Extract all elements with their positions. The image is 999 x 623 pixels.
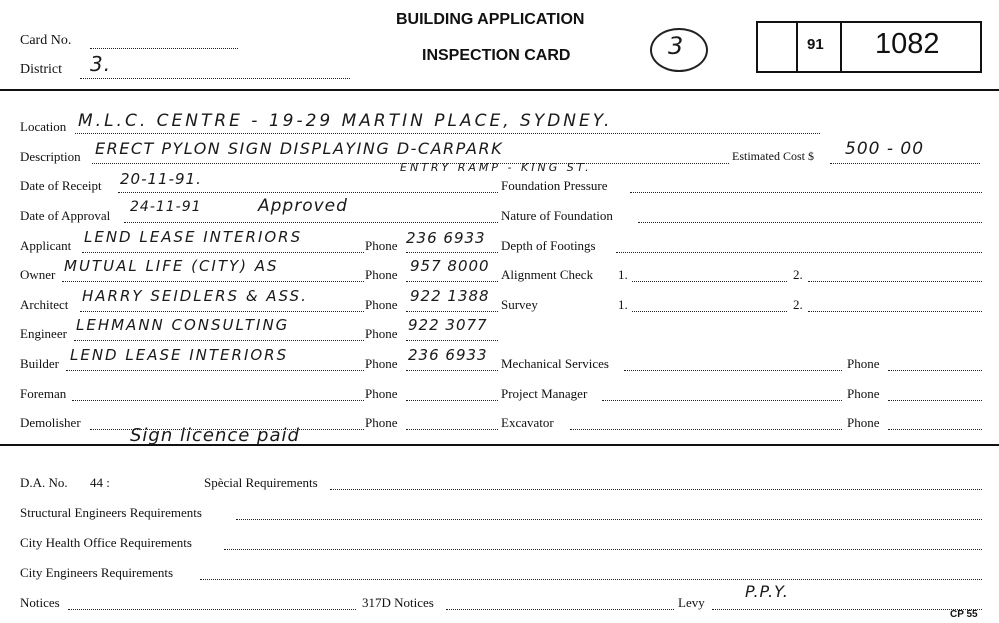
depth-footings-label: Depth of Footings [501, 238, 596, 253]
form-title-line2: INSPECTION CARD [422, 47, 571, 64]
location-value: M.L.C. CENTRE - 19-29 MARTIN PLACE, SYDNEY. [78, 111, 613, 131]
number-box [756, 21, 982, 73]
survey-1: 1. [618, 297, 628, 312]
owner-phone-label: Phone [365, 267, 398, 282]
special-requirements-label: Spècial Requirements [204, 475, 318, 490]
da-no-label: D.A. No. [20, 475, 68, 490]
card-no-label: Card No. [20, 33, 72, 48]
form-code: CP 55 [950, 609, 978, 620]
estimated-cost-label: Estimated Cost $ [732, 149, 814, 163]
architect-phone-label: Phone [365, 297, 398, 312]
foreman-phone-label: Phone [365, 386, 398, 401]
applicant-phone-label: Phone [365, 238, 398, 253]
applicant-label: Applicant [20, 238, 72, 253]
project-manager-phone-label: Phone [847, 386, 880, 401]
notices-label: Notices [20, 595, 60, 610]
owner-label: Owner [20, 267, 56, 282]
applicant-phone-value: 236 6933 [406, 229, 486, 247]
date-approval-value: 24-11-91 [130, 199, 202, 215]
date-receipt-label: Date of Receipt [20, 178, 102, 193]
owner-phone-value: 957 8000 [410, 257, 490, 275]
builder-phone-value: 236 6933 [408, 346, 488, 364]
engineer-value: LEHMANN CONSULTING [76, 316, 290, 334]
foundation-pressure-label: Foundation Pressure [501, 178, 608, 193]
city-engineers-requirements-label: City Engineers Requirements [20, 565, 174, 580]
date-approval-label: Date of Approval [20, 208, 111, 223]
architect-phone-value: 922 1388 [410, 287, 490, 305]
mechanical-phone-label: Phone [847, 356, 880, 371]
district-label: District [20, 62, 62, 77]
form-title-line1: BUILDING APPLICATION [396, 11, 585, 28]
card-prefix: 91 [807, 36, 824, 53]
levy-value: P.P.Y. [745, 582, 789, 601]
owner-value: MUTUAL LIFE (CITY) AS [64, 257, 279, 275]
description-value-line2: ENTRY RAMP - KING ST. [400, 161, 592, 174]
structural-requirements-label: Structural Engineers Requirements [20, 505, 202, 520]
card-number: 1082 [875, 28, 940, 60]
foreman-label: Foreman [20, 386, 67, 401]
district-value: 3. [90, 52, 112, 76]
builder-phone-label: Phone [365, 356, 398, 371]
project-manager-label: Project Manager [501, 386, 588, 401]
notices-317d-label: 317D Notices [362, 595, 434, 610]
demolisher-phone-label: Phone [365, 415, 398, 430]
alignment-check-1: 1. [618, 267, 628, 282]
engineer-phone-label: Phone [365, 326, 398, 341]
builder-value: LEND LEASE INTERIORS [70, 346, 289, 364]
survey-2: 2. [793, 297, 803, 312]
engineer-label: Engineer [20, 326, 67, 341]
sign-licence-note: Sign licence paid [130, 425, 300, 446]
levy-label: Levy [678, 595, 705, 610]
description-label: Description [20, 149, 81, 164]
description-value: ERECT PYLON SIGN DISPLAYING D-CARPARK [95, 139, 504, 158]
architect-label: Architect [20, 297, 69, 312]
health-requirements-label: City Health Office Requirements [20, 535, 192, 550]
circled-number-value: 3 [668, 32, 684, 60]
date-receipt-value: 20-11-91. [120, 170, 202, 188]
location-label: Location [20, 119, 67, 134]
nature-foundation-label: Nature of Foundation [501, 208, 613, 223]
estimated-cost-value: 500 - 00 [845, 139, 925, 159]
da-no-value: 44 : [90, 475, 110, 490]
excavator-phone-label: Phone [847, 415, 880, 430]
alignment-check-label: Alignment Check [501, 267, 594, 282]
excavator-label: Excavator [501, 415, 554, 430]
builder-label: Builder [20, 356, 59, 371]
approval-note: Approved [258, 196, 348, 216]
alignment-check-2: 2. [793, 267, 803, 282]
survey-label: Survey [501, 297, 538, 312]
architect-value: HARRY SEIDLERS & ASS. [82, 287, 308, 305]
demolisher-label: Demolisher [20, 415, 81, 430]
applicant-value: LEND LEASE INTERIORS [84, 228, 303, 246]
engineer-phone-value: 922 3077 [408, 316, 488, 334]
mechanical-label: Mechanical Services [501, 356, 609, 371]
